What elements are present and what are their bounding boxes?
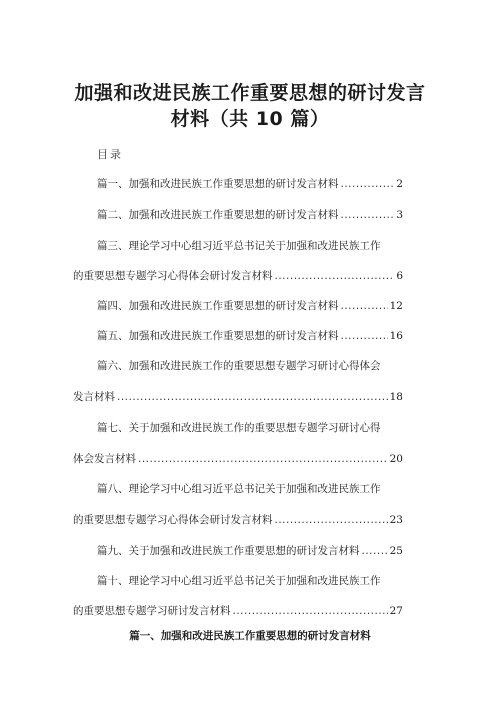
toc-entry-title: 篇二、加强和改进民族工作重要思想的研讨发言材料 bbox=[97, 209, 339, 221]
toc-entry-page: 6 bbox=[396, 270, 403, 282]
toc-entry-title: 篇四、加强和改进民族工作重要思想的研讨发言材料 bbox=[97, 300, 339, 312]
toc-entry-title-first-line: 篇十、理论学习中心组习近平总书记关于加强和改进民族工作 bbox=[97, 575, 381, 587]
toc-entry-title-first-line: 篇三、理论学习中心组习近平总书记关于加强和改进民族工作 bbox=[97, 240, 381, 252]
toc-entry-page: 2 bbox=[396, 178, 403, 190]
toc-entry-page: 18 bbox=[389, 391, 403, 403]
toc-leader-dots bbox=[341, 300, 388, 312]
toc-entry-title-first-line: 篇七、关于加强和改进民族工作的重要思想专题学习研讨心得 bbox=[97, 422, 381, 434]
toc-leader-dots bbox=[275, 514, 388, 526]
toc-entry-title: 篇五、加强和改进民族工作重要思想的研讨发言材料 bbox=[97, 330, 339, 342]
toc-entry[interactable] bbox=[73, 451, 403, 466]
toc-entry[interactable] bbox=[73, 389, 403, 404]
toc-entry[interactable] bbox=[73, 603, 403, 618]
section-heading: 篇一、加强和改进民族工作重要思想的研讨发言材料 bbox=[129, 630, 371, 642]
toc-entry[interactable] bbox=[73, 268, 403, 283]
toc-entry-page: 20 bbox=[389, 453, 403, 465]
toc-entry-page: 3 bbox=[396, 209, 403, 221]
toc-entry-title: 发言材料 bbox=[73, 391, 115, 403]
toc-entry-page: 16 bbox=[389, 330, 403, 342]
toc-leader-dots bbox=[233, 605, 388, 617]
toc-entry-title-first-line: 篇六、加强和改进民族工作的重要思想专题学习研讨心得体会 bbox=[97, 360, 381, 372]
toc-entry-title: 的重要思想专题学习心得体会研讨发言材料 bbox=[73, 270, 273, 282]
toc-leader-dots bbox=[362, 545, 388, 557]
document-title-line-2: 材料（共 10 篇） bbox=[170, 108, 330, 130]
toc-entry[interactable] bbox=[97, 176, 403, 191]
toc-entry-title: 体会发言材料 bbox=[73, 453, 136, 465]
toc-entry[interactable] bbox=[97, 298, 403, 313]
toc-entry-page: 25 bbox=[389, 545, 403, 557]
toc-leader-dots bbox=[341, 330, 388, 342]
toc-entry-page: 23 bbox=[389, 514, 403, 526]
toc-leader-dots bbox=[138, 453, 388, 465]
toc-entry-title: 篇九、关于加强和改进民族工作重要思想的研讨发言材料 bbox=[97, 545, 360, 557]
toc-leader-dots bbox=[275, 270, 395, 282]
toc-entry[interactable] bbox=[73, 512, 403, 527]
toc-entry-title: 篇一、加强和改进民族工作重要思想的研讨发言材料 bbox=[97, 178, 339, 190]
toc-entry-title-first-line: 篇八、理论学习中心组习近平总书记关于加强和改进民族工作 bbox=[97, 483, 381, 495]
toc-entry[interactable] bbox=[97, 207, 403, 222]
toc-entry-title: 的重要思想专题学习心得体会研讨发言材料 bbox=[73, 514, 273, 526]
toc-leader-dots bbox=[341, 178, 395, 190]
toc-entry[interactable] bbox=[97, 543, 403, 558]
toc-entry-title: 的重要思想专题学习研讨发言材料 bbox=[73, 605, 231, 617]
document-title-line-1: 加强和改进民族工作重要思想的研讨发言 bbox=[74, 82, 426, 104]
toc-leader-dots bbox=[341, 209, 395, 221]
toc-entry[interactable] bbox=[97, 328, 403, 343]
toc-entry-page: 12 bbox=[389, 300, 403, 312]
toc-entry-page: 27 bbox=[389, 605, 403, 617]
toc-heading: 目录 bbox=[97, 148, 123, 161]
toc-leader-dots bbox=[117, 391, 388, 403]
